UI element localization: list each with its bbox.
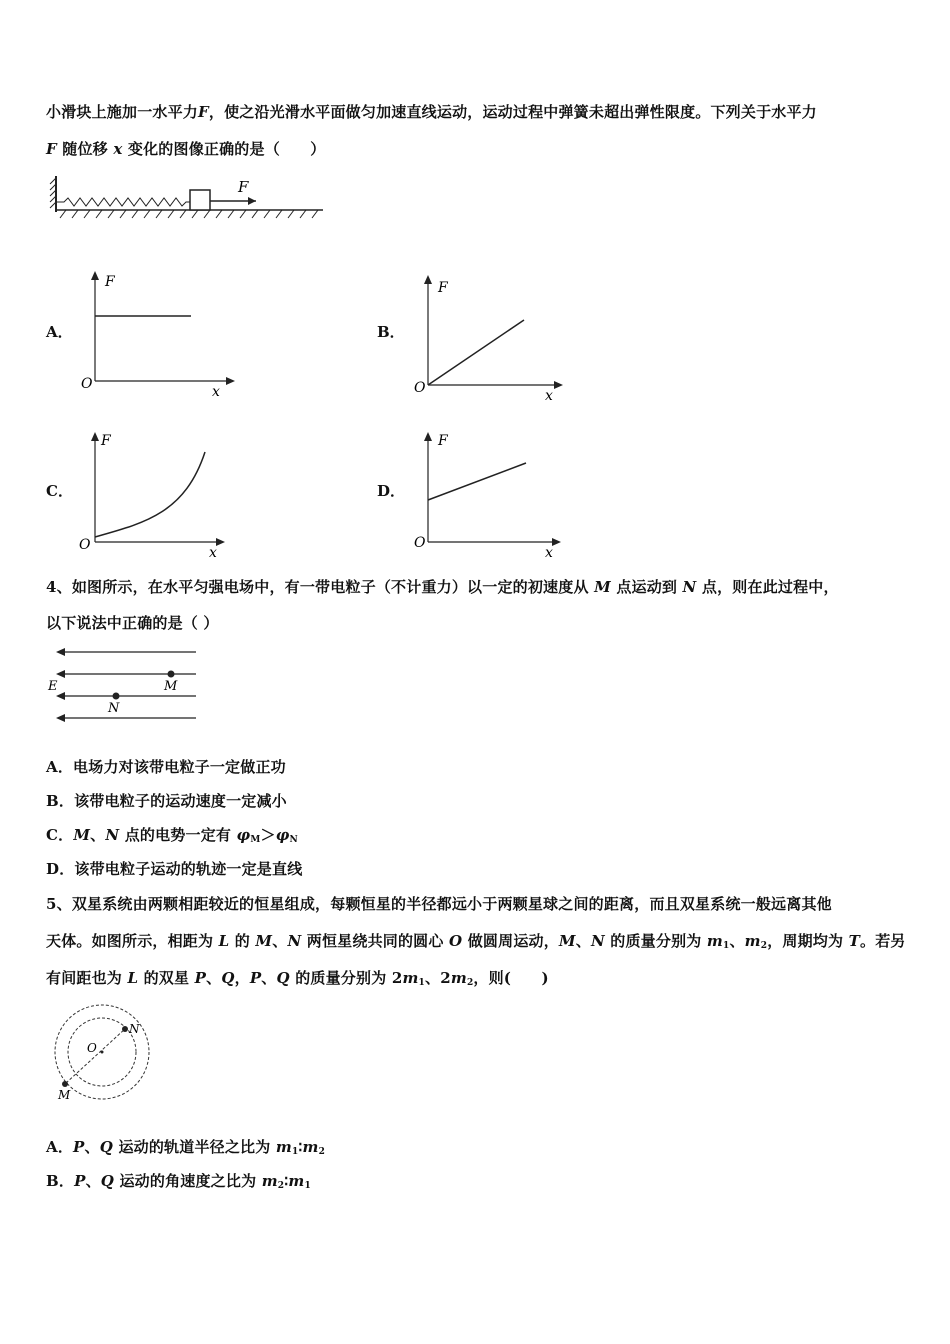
field-label-e: E [48,679,58,694]
q3-option-a-label[interactable]: A． [46,323,73,341]
origin-label: O [81,376,93,392]
q5-stem-line3: 有间距也为 L 的双星 P、Q，P、Q 的质量分别为 $2m_1$、$2m_2$，则( ) [46,969,549,988]
q5-option-b[interactable]: B．P、Q 运动的角速度之比为 $m_2∶m_1$ [46,1172,311,1191]
point-m [168,671,175,678]
q3-stem-line2: F 随位移 x 变化的图像正确的是（ ） [46,140,326,158]
label-n: N [108,701,120,716]
graph-b[interactable] [408,270,578,405]
axis-y-label: F [101,433,111,449]
q4-option-d[interactable]: D．该带电粒子运动的轨迹一定是直线 [46,860,303,878]
q3-option-d-label[interactable]: D． [377,482,406,500]
axis-y-label: F [438,433,448,449]
origin-label: O [414,380,426,396]
q5-stem-line1: 5、双星系统由两颗相距较近的恒星组成，每颗恒星的半径都远小于两颗星球之间的距离，而且双星系统一般远离其他 [46,895,832,913]
q5-option-a[interactable]: A．P、Q 运动的轨道半径之比为 $m_1∶m_2$ [46,1138,326,1157]
graph-line [428,320,524,385]
axis-x-label: x [545,545,553,561]
axis-x-label: x [212,384,220,400]
binary-star-figure [46,1000,156,1105]
q4-stem-line1: 4、如图所示，在水平匀强电场中，有一带电粒子（不计重力）以一定的初速度从 M 点运动到 N 点，则在此过程中， [46,578,839,596]
star-m [62,1081,68,1087]
center-o [101,1051,104,1054]
label-m: M [164,679,178,694]
spring-block-figure [48,172,328,222]
label-n: N [129,1022,140,1036]
axis-x-label: x [545,388,553,404]
electric-field-figure [46,642,206,727]
q4-option-c[interactable]: C．M、N 点的电势一定有 $\varphi_M>\varphi_N$ [46,826,298,845]
graph-c[interactable] [75,427,245,562]
spring [56,198,190,206]
q3-stem-line1: 小滑块上施加一水平力F，使之沿光滑水平面做匀加速直线运动，运动过程中弹簧未超出弹性限度。下列关于水平力 [46,103,817,121]
q3-option-b-label[interactable]: B． [377,323,405,341]
q5-stem-line2: 天体。如图所示，相距为 L 的 M、N 两恒星绕共同的圆心 O 做圆周运动，M、N 的质量分别为 $m_1$、$m_2$，周期均为 T。若另 [46,932,906,951]
graph-line [428,463,526,500]
label-o: O [87,1041,97,1055]
point-n [113,693,120,700]
label-m: M [58,1088,71,1102]
origin-label: O [79,537,91,553]
force-label: F [238,178,249,196]
q4-option-a[interactable]: A．电场力对该带电粒子一定做正功 [46,758,286,776]
q4-option-b[interactable]: B．该带电粒子的运动速度一定减小 [46,792,287,810]
star-n [122,1026,128,1032]
axis-y-label: F [438,280,448,296]
q4-stem-line2: 以下说法中正确的是（ ） [46,614,219,632]
axis-y-label: F [105,274,115,290]
graph-line [95,452,205,537]
origin-label: O [414,535,426,551]
graph-d[interactable] [408,427,578,562]
graph-a[interactable] [75,266,245,401]
axis-x-label: x [209,545,217,561]
q3-option-c-label[interactable]: C． [46,482,73,500]
block [190,190,210,210]
